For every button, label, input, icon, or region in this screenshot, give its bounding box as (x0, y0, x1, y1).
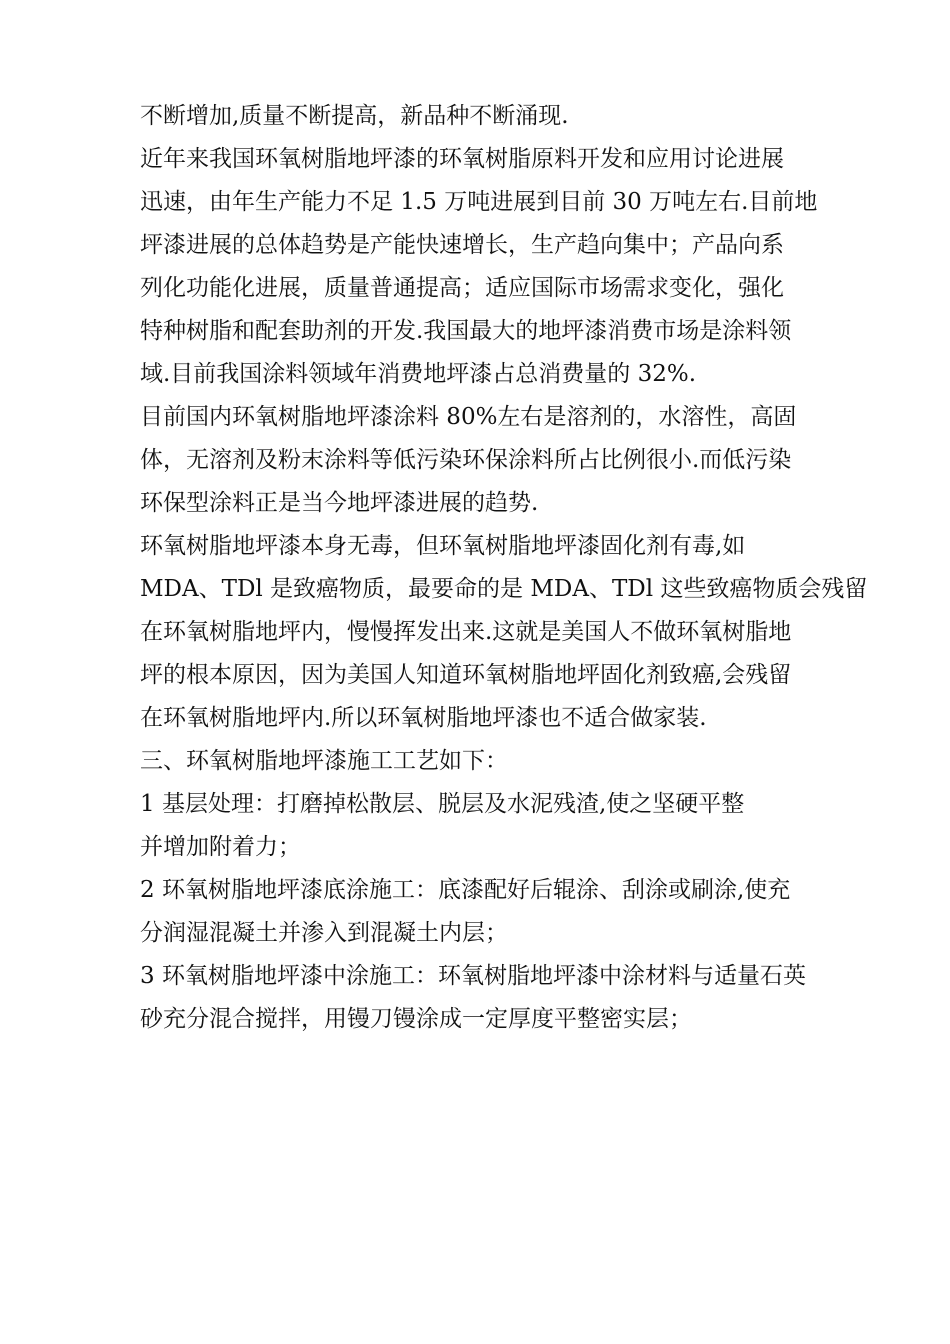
text-line: 3 环氧树脂地坪漆中涂施工：环氧树脂地坪漆中涂材料与适量石英 (140, 963, 806, 989)
text-line: 特种树脂和配套助剂的开发.我国最大的地坪漆消费市场是涂料领 (140, 318, 792, 344)
text-line: 域.目前我国涂料领域年消费地坪漆占总消费量的 32%. (140, 361, 697, 387)
text-line: 环保型涂料正是当今地坪漆进展的趋势. (140, 490, 539, 516)
text-line: 迅速，由年生产能力不足 1.5 万吨进展到目前 30 万吨左右.目前地 (140, 189, 818, 215)
body-text (140, 95, 868, 1041)
text-line: 1 基层处理：打磨掉松散层、脱层及水泥残渣,使之坚硬平整 (140, 791, 745, 817)
text-line: 坪的根本原因，因为美国人知道环氧树脂地坪固化剂致癌,会残留 (140, 662, 792, 688)
text-line: 在环氧树脂地坪内，慢慢挥发出来.这就是美国人不做环氧树脂地 (140, 619, 792, 645)
text-line: 并增加附着力； (140, 834, 301, 860)
text-line: MDA、TDl 是致癌物质，最要命的是 MDA、TDl 这些致癌物质会残留 (140, 576, 868, 602)
text-line: 砂充分混合搅拌，用镘刀镘涂成一定厚度平整密实层； (140, 1006, 692, 1032)
text-line: 2 环氧树脂地坪漆底涂施工：底漆配好后辊涂、刮涂或刷涂,使充 (140, 877, 791, 903)
text-line: 列化功能化进展，质量普通提高；适应国际市场需求变化，强化 (140, 275, 784, 301)
text-line: 体，无溶剂及粉末涂料等低污染环保涂料所占比例很小.而低污染 (140, 447, 792, 473)
text-line: 环氧树脂地坪漆本身无毒，但环氧树脂地坪漆固化剂有毒,如 (140, 533, 746, 559)
text-line: 目前国内环氧树脂地坪漆涂料 80%左右是溶剂的，水溶性，高固 (140, 404, 797, 430)
text-line: 三、环氧树脂地坪漆施工工艺如下： (140, 748, 508, 774)
text-line: 不断增加,质量不断提高，新品种不断涌现. (140, 103, 569, 129)
text-line: 分润湿混凝土并渗入到混凝土内层； (140, 920, 508, 946)
text-line: 坪漆进展的总体趋势是产能快速增长，生产趋向集中；产品向系 (140, 232, 784, 258)
text-line: 在环氧树脂地坪内.所以环氧树脂地坪漆也不适合做家装. (140, 705, 707, 731)
text-line: 近年来我国环氧树脂地坪漆的环氧树脂原料开发和应用讨论进展 (140, 146, 784, 172)
